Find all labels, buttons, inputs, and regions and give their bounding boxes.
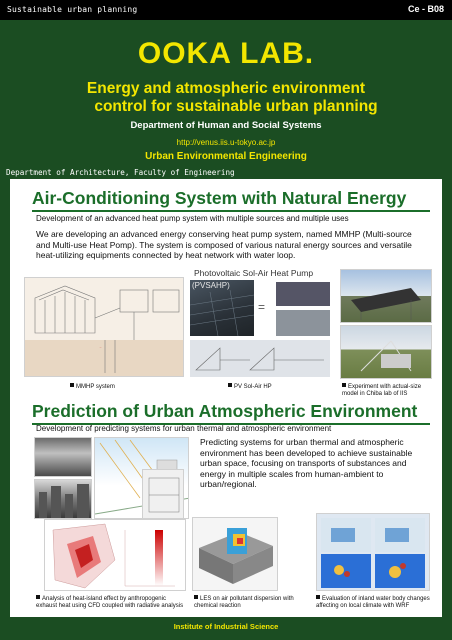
caption-bullet: [342, 383, 346, 387]
caption-bullet: [36, 595, 40, 599]
section1-title: Air-Conditioning System with Natural Energy: [32, 188, 407, 208]
section2-lead: Development of predicting systems for urban thermal and atmospheric environment: [36, 424, 332, 433]
caption-bullet: [228, 383, 232, 387]
pv-panel-photo: [190, 280, 254, 336]
content-panel: [10, 179, 442, 617]
city-photo-top: [34, 437, 92, 477]
pvsahp-schematic: [190, 340, 330, 377]
tagline: Sustainable urban planning: [7, 5, 138, 14]
equals-icon: =: [258, 300, 266, 314]
section2-body: Predicting systems for urban thermal and atmospheric environment has been developed to achieve sustainable urban space, focusing on transports of substances and energy in multiple scales from human-ambient to urban/regional.: [200, 437, 413, 490]
svg-text:→: →: [99, 345, 102, 349]
pvsahp-title: Photovoltaic Sol-Air Heat Pump: [194, 268, 314, 278]
caption-experiment: Experiment with actual-size model in Chiba lab of IIS: [342, 384, 422, 397]
subtitle-line-1: Energy and atmospheric environment: [86, 80, 366, 97]
indoor-diagram: [142, 469, 184, 519]
caption-heat-island: Analysis of heat-island effect by anthropogenic exhaust heat using CFD coupled with radiative analysis: [36, 596, 184, 609]
caption-wrf: Evaluation of inland water body changes affecting on local climate with WRF: [316, 596, 430, 609]
caption-mmhp: MMHP system: [70, 383, 115, 391]
top-bar: [0, 0, 452, 20]
subtitle-line-2: control for sustainable urban planning: [94, 98, 378, 115]
pvsahp-abbrev: (PVSAHP): [192, 281, 230, 290]
caption-bullet: [316, 595, 320, 599]
wrf-maps: [316, 513, 430, 591]
solar-collector-photo: [276, 282, 330, 306]
heat-island-map: [44, 519, 186, 591]
lab-title: OOKA LAB.: [137, 37, 315, 70]
pvsahp-figure: [190, 268, 332, 378]
experiment-photo-bottom: [340, 325, 432, 379]
caption-pv: PV Sol-Air HP: [228, 383, 272, 391]
heat-pump-photo: [276, 310, 330, 336]
poster-code: Ce - B08: [407, 4, 444, 14]
division: Urban Environmental Engineering: [145, 151, 307, 162]
section1-body: We are developing an advanced energy conserving heat pump system, named MMHP (Multi-source and Multi-use Heat Pomp). The system is composed of various natural energy sources and versatile heat-utilizing equipments connected by heat network with water loop.: [36, 229, 412, 261]
experiment-photo-top: [340, 269, 432, 323]
section2-title: Prediction of Urban Atmospheric Environment: [32, 401, 418, 421]
mmhp-diagram: [24, 277, 184, 377]
section1-rule: [32, 210, 430, 212]
lab-url[interactable]: http://venus.iis.u-tokyo.ac.jp: [176, 138, 276, 147]
institute-footer: Institute of Industrial Science: [173, 622, 279, 631]
affiliation: Department of Architecture, Faculty of Engineering: [6, 168, 235, 177]
les-dispersion-figure: [192, 517, 278, 591]
caption-les: LES on air pollutant dispersion with chemical reaction: [194, 596, 294, 609]
city-photo-bottom: [34, 479, 92, 519]
section1-lead: Development of an advanced heat pump system with multiple sources and multiple uses: [36, 214, 349, 223]
department: Department of Human and Social Systems: [130, 120, 322, 131]
caption-bullet: [70, 383, 74, 387]
caption-bullet: [194, 595, 198, 599]
